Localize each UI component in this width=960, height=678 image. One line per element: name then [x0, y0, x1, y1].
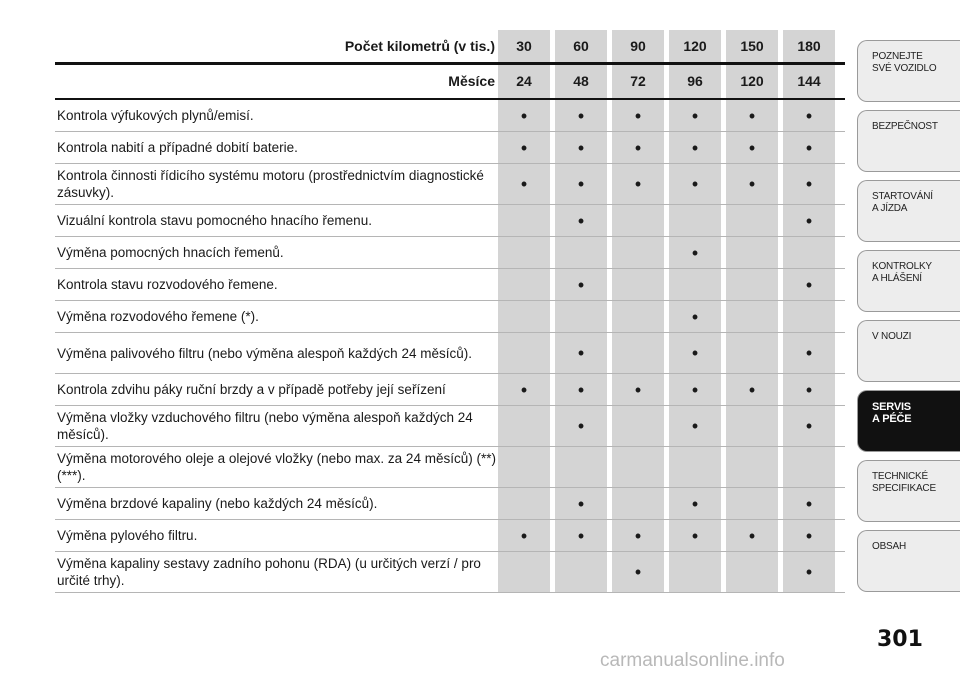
interval-cell	[726, 406, 778, 446]
row-label: Výměna motorového oleje a olejové vložky (nebo max. za 24 měsíců) (**) (***).	[57, 451, 496, 483]
interval-cell	[555, 301, 607, 332]
tab-label: BEZPEČNOST	[872, 121, 938, 132]
service-mark: •	[577, 416, 585, 436]
service-mark: •	[577, 137, 585, 158]
km-value-1: 60	[555, 30, 607, 62]
interval-cell	[783, 447, 835, 487]
interval-cell	[612, 205, 664, 236]
row-label: Kontrola zdvihu páky ruční brzdy a v případě potřeby její seřízení	[57, 382, 446, 397]
interval-cell	[612, 301, 664, 332]
interval-cell	[555, 374, 607, 405]
tab-3[interactable]	[857, 250, 960, 312]
interval-cell	[555, 164, 607, 204]
interval-cell	[498, 447, 550, 487]
table-row	[55, 132, 845, 164]
tab-0[interactable]	[857, 40, 960, 102]
row-label: Výměna pomocných hnacích řemenů.	[57, 245, 284, 260]
interval-cell	[555, 100, 607, 131]
interval-cell	[669, 269, 721, 300]
interval-cell	[612, 132, 664, 163]
service-mark: •	[805, 210, 813, 231]
service-mark: •	[691, 525, 699, 546]
service-mark: •	[805, 343, 813, 363]
tab-7[interactable]	[857, 530, 960, 592]
tab-6[interactable]	[857, 460, 960, 522]
interval-cell	[555, 406, 607, 446]
interval-cell	[726, 520, 778, 551]
km-value-4: 150	[726, 30, 778, 62]
interval-cell	[612, 488, 664, 519]
service-mark: •	[577, 379, 585, 400]
table-row	[55, 552, 845, 593]
interval-cell	[498, 164, 550, 204]
interval-cell	[669, 520, 721, 551]
table-row	[55, 333, 845, 374]
service-mark: •	[691, 493, 699, 514]
interval-cell	[612, 164, 664, 204]
service-mark: •	[805, 525, 813, 546]
row-label: Výměna kapaliny sestavy zadního pohonu (RDA) (u určitých verzí / pro určité trhy).	[57, 556, 481, 588]
service-mark: •	[577, 493, 585, 514]
month-value-0: 24	[498, 65, 550, 98]
interval-cell	[726, 205, 778, 236]
month-value-4: 120	[726, 65, 778, 98]
service-mark: •	[748, 174, 756, 194]
interval-cell	[726, 164, 778, 204]
interval-cell	[783, 301, 835, 332]
months-header-label: Měsíce	[448, 73, 495, 89]
service-mark: •	[634, 562, 642, 582]
interval-cell	[498, 269, 550, 300]
interval-cell	[498, 520, 550, 551]
service-mark: •	[805, 379, 813, 400]
service-mark: •	[691, 242, 699, 263]
interval-cell	[783, 552, 835, 592]
service-mark: •	[634, 174, 642, 194]
table-row	[55, 301, 845, 333]
interval-cell	[498, 552, 550, 592]
interval-cell	[783, 374, 835, 405]
km-header-label: Počet kilometrů (v tis.)	[344, 38, 495, 54]
interval-cell	[498, 132, 550, 163]
interval-cell	[612, 552, 664, 592]
tab-label: KONTROLKY A HLÁŠENÍ	[872, 261, 932, 284]
service-mark: •	[520, 174, 528, 194]
service-mark: •	[520, 525, 528, 546]
interval-cell	[726, 132, 778, 163]
interval-cell	[555, 447, 607, 487]
service-mark: •	[520, 137, 528, 158]
month-value-2: 72	[612, 65, 664, 98]
table-row	[55, 374, 845, 406]
interval-cell	[726, 488, 778, 519]
interval-cell	[498, 237, 550, 268]
table-row	[55, 237, 845, 269]
row-label: Výměna vložky vzduchového filtru (nebo výměna alespoň každých 24 měsíců).	[57, 410, 473, 442]
interval-cell	[783, 520, 835, 551]
row-label: Kontrola stavu rozvodového řemene.	[57, 277, 278, 292]
service-mark: •	[520, 379, 528, 400]
interval-cell	[555, 269, 607, 300]
month-value-5: 144	[783, 65, 835, 98]
table-row	[55, 269, 845, 301]
interval-cell	[783, 205, 835, 236]
interval-cell	[669, 237, 721, 268]
interval-cell	[783, 333, 835, 373]
service-mark: •	[634, 105, 642, 126]
interval-cell	[783, 488, 835, 519]
row-label: Výměna pylového filtru.	[57, 528, 198, 543]
service-mark: •	[691, 379, 699, 400]
interval-cell	[783, 132, 835, 163]
watermark: carmanualsonline.info	[600, 650, 785, 671]
interval-cell	[669, 132, 721, 163]
interval-cell	[669, 447, 721, 487]
interval-cell	[783, 269, 835, 300]
interval-cell	[669, 100, 721, 131]
table-row	[55, 488, 845, 520]
interval-cell	[669, 164, 721, 204]
service-mark: •	[691, 174, 699, 194]
interval-cell	[612, 237, 664, 268]
table-row	[55, 447, 845, 488]
interval-cell	[498, 100, 550, 131]
row-label: Kontrola výfukových plynů/emisí.	[57, 108, 254, 123]
month-values	[498, 65, 835, 98]
table-body	[55, 100, 845, 593]
row-label: Výměna brzdové kapaliny (nebo každých 24 měsíců).	[57, 496, 378, 511]
month-value-1: 48	[555, 65, 607, 98]
interval-cell	[498, 406, 550, 446]
tab-label: STARTOVÁNÍ A JÍZDA	[872, 191, 933, 214]
interval-cell	[726, 333, 778, 373]
row-label: Výměna rozvodového řemene (*).	[57, 309, 259, 324]
row-label: Výměna palivového filtru (nebo výměna alespoň každých 24 měsíců).	[57, 345, 472, 361]
interval-cell	[555, 552, 607, 592]
interval-cell	[669, 333, 721, 373]
interval-cell	[726, 100, 778, 131]
months-header-row	[55, 65, 845, 100]
row-label: Kontrola činnosti řídicího systému motoru (prostřednictvím diagnostické zásuvky).	[57, 168, 484, 200]
interval-cell	[498, 333, 550, 373]
interval-cell	[783, 100, 835, 131]
tab-label: SERVIS A PÉČE	[872, 401, 912, 425]
service-mark: •	[520, 105, 528, 126]
interval-cell	[612, 100, 664, 131]
month-value-3: 96	[669, 65, 721, 98]
interval-cell	[726, 447, 778, 487]
service-mark: •	[805, 416, 813, 436]
interval-cell	[555, 237, 607, 268]
maintenance-table	[55, 30, 845, 593]
table-row	[55, 406, 845, 447]
service-mark: •	[691, 416, 699, 436]
interval-cell	[612, 406, 664, 446]
tab-label: OBSAH	[872, 541, 907, 552]
service-mark: •	[634, 525, 642, 546]
interval-cell	[612, 520, 664, 551]
km-value-0: 30	[498, 30, 550, 62]
interval-cell	[498, 374, 550, 405]
interval-cell	[669, 552, 721, 592]
service-mark: •	[577, 343, 585, 363]
table-row	[55, 164, 845, 205]
interval-cell	[669, 406, 721, 446]
interval-cell	[726, 301, 778, 332]
service-mark: •	[805, 137, 813, 158]
interval-cell	[783, 237, 835, 268]
service-mark: •	[577, 105, 585, 126]
service-mark: •	[634, 379, 642, 400]
interval-cell	[726, 374, 778, 405]
service-mark: •	[691, 105, 699, 126]
tab-5[interactable]	[857, 390, 960, 452]
interval-cell	[498, 301, 550, 332]
table-row	[55, 100, 845, 132]
km-value-2: 90	[612, 30, 664, 62]
tab-label: V NOUZI	[872, 331, 912, 342]
service-mark: •	[634, 137, 642, 158]
tab-label: TECHNICKÉ SPECIFIKACE	[872, 471, 936, 494]
interval-cell	[612, 333, 664, 373]
service-mark: •	[748, 105, 756, 126]
service-mark: •	[805, 562, 813, 582]
service-mark: •	[577, 274, 585, 295]
row-label: Kontrola nabití a případné dobití baterie.	[57, 140, 298, 155]
km-header-row	[55, 30, 845, 62]
service-mark: •	[577, 210, 585, 231]
service-mark: •	[691, 306, 699, 327]
interval-cell	[669, 205, 721, 236]
service-mark: •	[748, 379, 756, 400]
interval-cell	[612, 447, 664, 487]
km-value-5: 180	[783, 30, 835, 62]
service-mark: •	[577, 525, 585, 546]
chapter-tabs	[857, 40, 960, 600]
tab-1[interactable]	[857, 110, 960, 172]
tab-label: POZNEJTE SVÉ VOZIDLO	[872, 51, 937, 74]
table-row	[55, 205, 845, 237]
interval-cell	[498, 205, 550, 236]
interval-cell	[555, 520, 607, 551]
service-mark: •	[748, 137, 756, 158]
tab-4[interactable]	[857, 320, 960, 382]
interval-cell	[498, 488, 550, 519]
service-mark: •	[691, 137, 699, 158]
interval-cell	[726, 237, 778, 268]
service-mark: •	[805, 105, 813, 126]
interval-cell	[555, 333, 607, 373]
service-mark: •	[748, 525, 756, 546]
interval-cell	[555, 205, 607, 236]
table-row	[55, 520, 845, 552]
tab-2[interactable]	[857, 180, 960, 242]
interval-cell	[726, 552, 778, 592]
service-mark: •	[805, 493, 813, 514]
interval-cell	[555, 488, 607, 519]
interval-cell	[612, 374, 664, 405]
row-label: Vizuální kontrola stavu pomocného hnacího řemenu.	[57, 213, 372, 228]
km-values	[498, 30, 835, 62]
interval-cell	[726, 269, 778, 300]
service-mark: •	[577, 174, 585, 194]
interval-cell	[669, 374, 721, 405]
service-mark: •	[805, 274, 813, 295]
interval-cell	[783, 406, 835, 446]
page-number: 301	[877, 627, 923, 652]
service-mark: •	[691, 343, 699, 363]
interval-cell	[555, 132, 607, 163]
interval-cell	[669, 488, 721, 519]
km-value-3: 120	[669, 30, 721, 62]
interval-cell	[669, 301, 721, 332]
interval-cell	[612, 269, 664, 300]
service-mark: •	[805, 174, 813, 194]
interval-cell	[783, 164, 835, 204]
